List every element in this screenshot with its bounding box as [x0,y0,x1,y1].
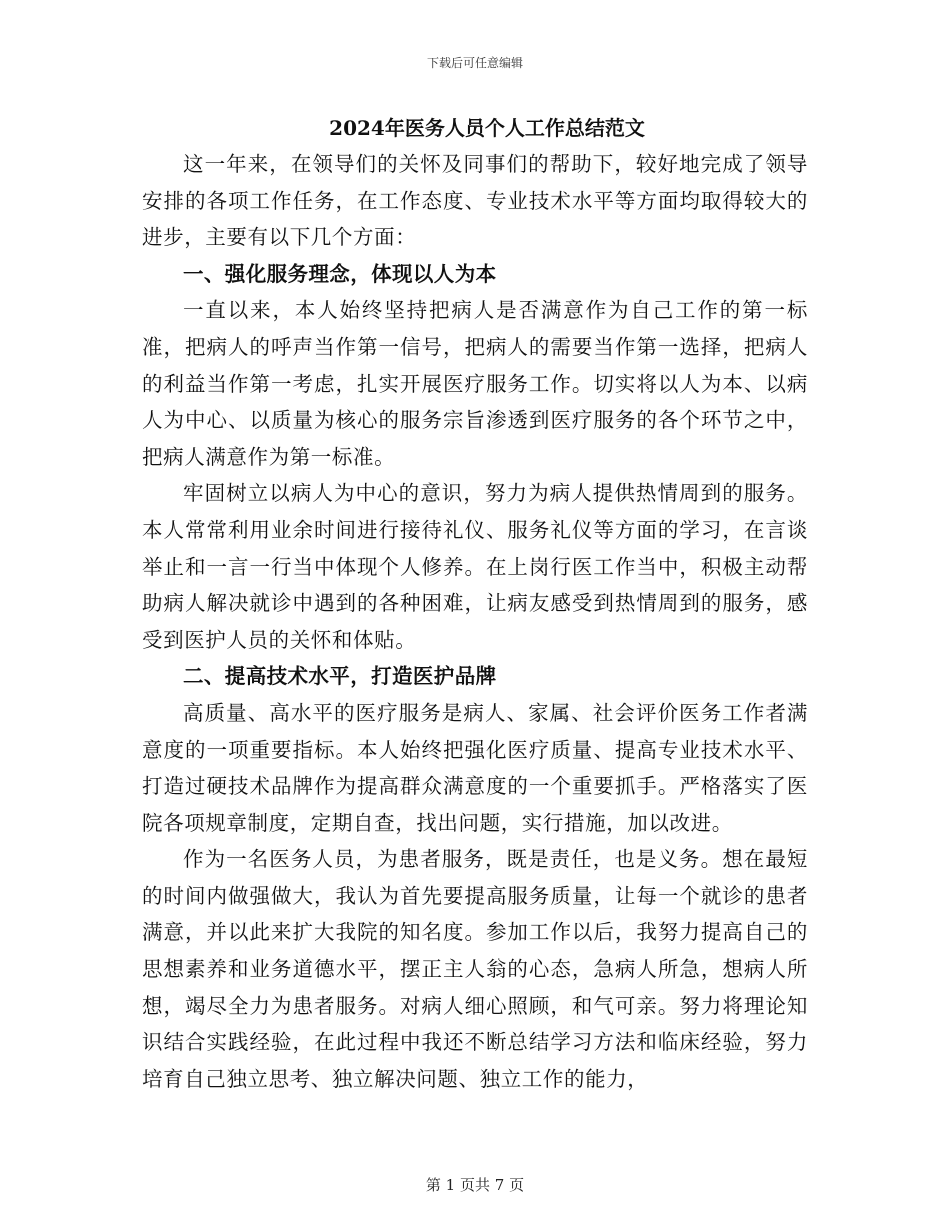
section-heading-1: 一、强化服务理念，体现以人为本 [183,261,497,286]
intro-paragraph: 这一年来，在领导们的关怀及同事们的帮助下，较好地完成了领导安排的各项工作任务，在工作态度、专业技术水平等方面均取得较大的进步，主要有以下几个方面： [142,152,808,250]
header-note: 下载后可任意编辑 [426,56,523,70]
section-heading-2: 二、提高技术水平，打造医护品牌 [183,664,497,689]
section-1-paragraph-1: 一直以来，本人始终坚持把病人是否满意作为自己工作的第一标准，把病人的呼声当作第一信号，把病人的需要当作第一选择，把病人的利益当作第一考虑，扎实开展医疗服务工作。切实将以人为本、以病人为中心、以质量为核心的服务宗旨渗透到医疗服务的各个环节之中，把病人满意作为第一标准。 [142,298,808,469]
document-title: 2024年医务人员个人工作总结范文 [329,116,645,140]
section-2-paragraph-1: 高质量、高水平的医疗服务是病人、家属、社会评价医务工作者满意度的一项重要指标。本人始终把强化医疗质量、提高专业技术水平、打造过硬技术品牌作为提高群众满意度的一个重要抓手。严格落实了医院各项规章制度，定期自查，找出问题，实行措施，加以改进。 [142,700,808,835]
document-body [142,110,808,1097]
section-2-paragraph-2: 作为一名医务人员，为患者服务，既是责任，也是义务。想在最短的时间内做强做大，我认为首先要提高服务质量，让每一个就诊的患者满意，并以此来扩大我院的知名度。参加工作以后，我努力提高自己的思想素养和业务道德水平，摆正主人翁的心态，急病人所急，想病人所想，竭尽全力为患者服务。对病人细心照顾，和气可亲。努力将理论知识结合实践经验，在此过程中我还不断总结学习方法和临床经验，努力培育自己独立思考、独立解决问题、独立工作的能力， [142,847,808,1091]
page-number: 第 1 页共 7 页 [425,1176,525,1194]
section-1-paragraph-2: 牢固树立以病人为中心的意识，努力为病人提供热情周到的服务。本人常常利用业余时间进行接待礼仪、服务礼仪等方面的学习，在言谈举止和一言一行当中体现个人修养。在上岗行医工作当中，积极主动帮助病人解决就诊中遇到的各种困难，让病友感受到热情周到的服务，感受到医护人员的关怀和体贴。 [142,481,808,652]
